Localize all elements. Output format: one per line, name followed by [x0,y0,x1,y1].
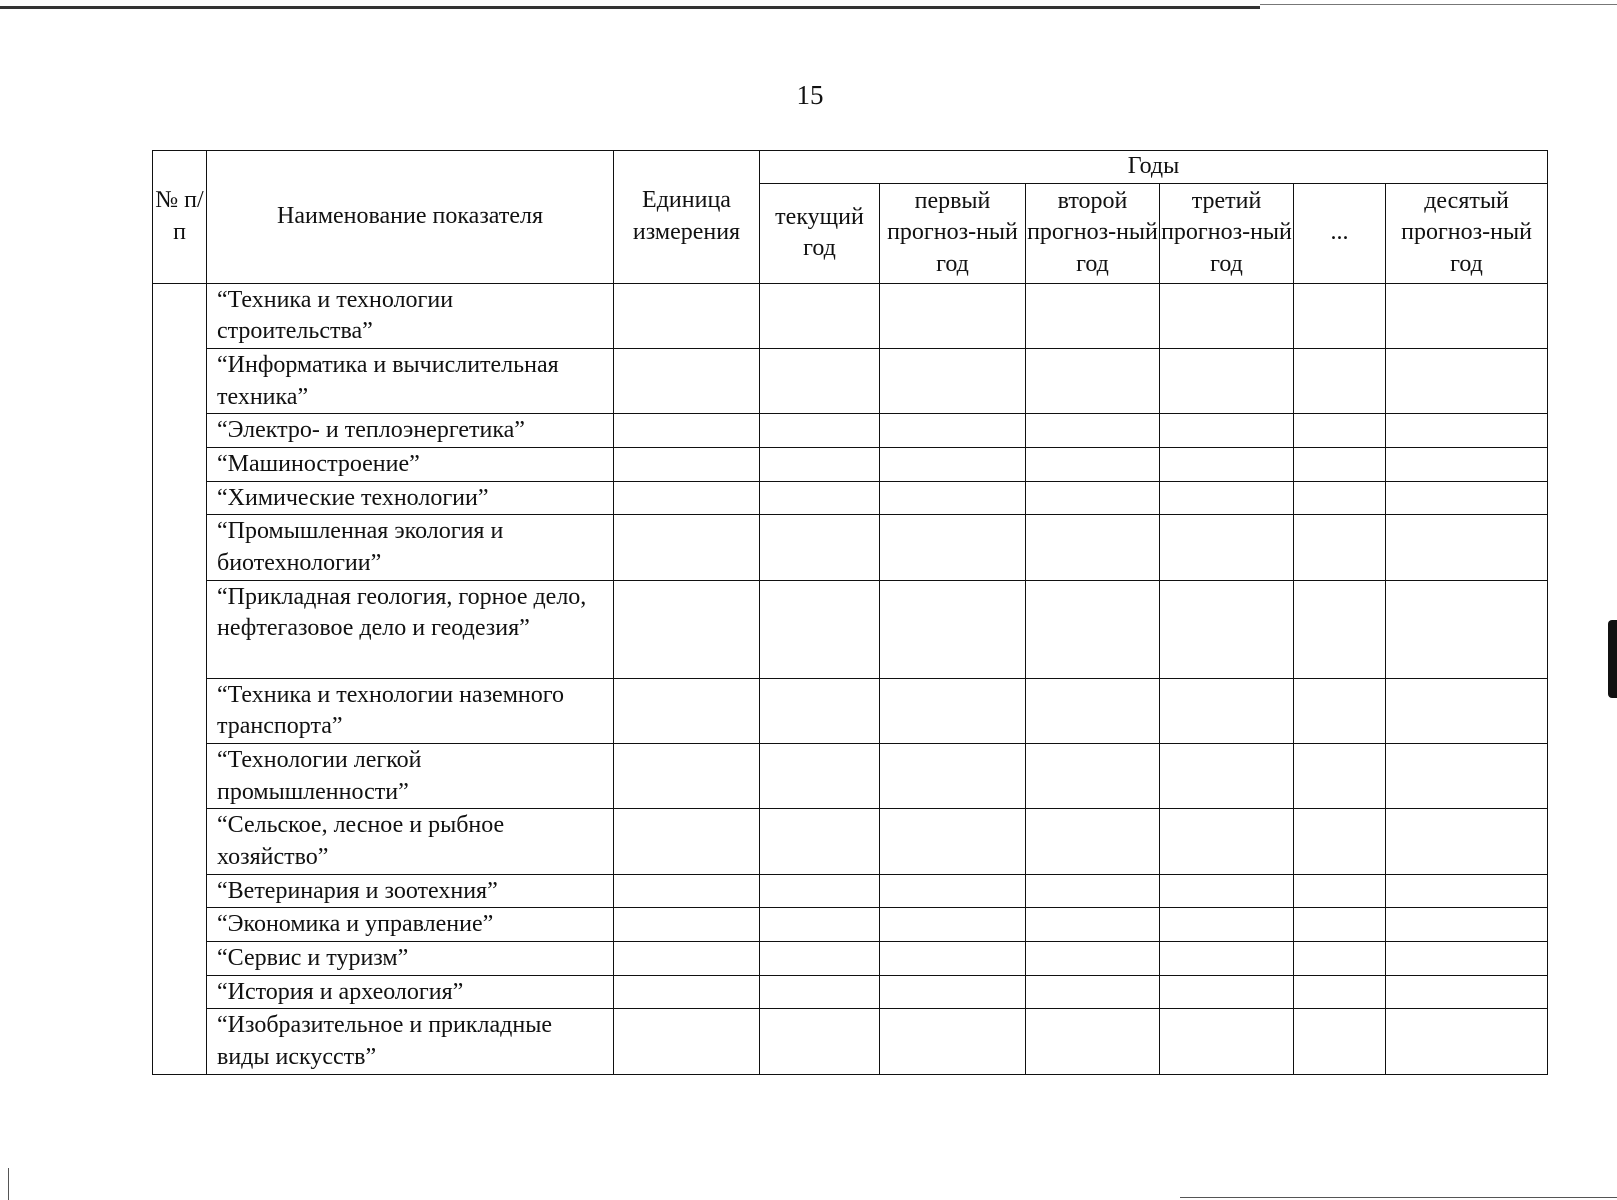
bottom-scan-rule [1180,1197,1617,1198]
table-row [153,414,1548,448]
value-cell [1386,580,1548,678]
value-cell [880,515,1026,580]
indicator-name: “Технологии легкой промышленности” [207,744,614,809]
header-year-ellipsis: ... [1294,183,1386,283]
header-num: № п/п [153,151,207,284]
indicator-name: “Техника и технологии наземного транспорта” [207,678,614,743]
value-cell [880,448,1026,482]
unit-cell [614,283,760,348]
value-cell [1294,448,1386,482]
table-row [153,678,1548,743]
value-cell [760,744,880,809]
value-cell [1294,908,1386,942]
table-row [153,744,1548,809]
unit-cell [614,515,760,580]
header-year-third: третий прогноз-ный год [1160,183,1294,283]
value-cell [880,1009,1026,1074]
value-cell [1160,481,1294,515]
value-cell [1386,414,1548,448]
unit-cell [614,744,760,809]
page-number: 15 [796,80,824,110]
num-cell [153,283,207,1074]
table-row [153,481,1548,515]
value-cell [1386,481,1548,515]
value-cell [760,1009,880,1074]
unit-cell [614,481,760,515]
value-cell [760,414,880,448]
value-cell [1294,809,1386,874]
value-cell [1294,349,1386,414]
value-cell [880,678,1026,743]
indicator-name: “Электро- и теплоэнергетика” [207,414,614,448]
header-unit: Единица измерения [614,151,760,284]
table-row [153,908,1548,942]
value-cell [1160,975,1294,1009]
unit-cell [614,809,760,874]
unit-cell [614,349,760,414]
indicator-name: “Химические технологии” [207,481,614,515]
header-year-second: второй прогноз-ный год [1026,183,1160,283]
indicator-name: “Изобразительное и прикладные виды искусств” [207,1009,614,1074]
value-cell [1160,1009,1294,1074]
value-cell [1294,283,1386,348]
value-cell [760,481,880,515]
value-cell [1026,580,1160,678]
unit-cell [614,678,760,743]
value-cell [880,942,1026,976]
indicator-name: “Машиностроение” [207,448,614,482]
top-scan-rule-thin [1260,4,1617,5]
value-cell [1294,1009,1386,1074]
value-cell [880,349,1026,414]
table-row [153,580,1548,678]
unit-cell [614,942,760,976]
value-cell [1026,414,1160,448]
value-cell [1160,448,1294,482]
indicator-name: “Сельское, лесное и рыбное хозяйство” [207,809,614,874]
value-cell [760,874,880,908]
value-cell [760,580,880,678]
header-year-tenth: десятый прогноз-ный год [1386,183,1548,283]
table-row [153,349,1548,414]
table-row [153,1009,1548,1074]
value-cell [880,414,1026,448]
indicator-name: “Информатика и вычислительная техника” [207,349,614,414]
indicator-name: “Прикладная геология, горное дело, нефтегазовое дело и геодезия” [207,580,614,678]
value-cell [880,744,1026,809]
value-cell [760,448,880,482]
value-cell [760,349,880,414]
value-cell [760,908,880,942]
value-cell [1160,744,1294,809]
value-cell [1026,678,1160,743]
header-name: Наименование показателя [207,151,614,284]
value-cell [1026,975,1160,1009]
value-cell [760,283,880,348]
value-cell [1160,515,1294,580]
table-row [153,809,1548,874]
indicator-name: “История и археология” [207,975,614,1009]
value-cell [1294,414,1386,448]
table-row [153,283,1548,348]
value-cell [1160,414,1294,448]
value-cell [1294,481,1386,515]
table-row [153,448,1548,482]
value-cell [1386,744,1548,809]
value-cell [880,908,1026,942]
value-cell [760,942,880,976]
value-cell [1386,1009,1548,1074]
value-cell [1026,481,1160,515]
value-cell [880,975,1026,1009]
table-row [153,874,1548,908]
indicator-name: “Техника и технологии строительства” [207,283,614,348]
value-cell [1160,283,1294,348]
value-cell [1386,874,1548,908]
unit-cell [614,908,760,942]
value-cell [1026,809,1160,874]
value-cell [760,975,880,1009]
value-cell [1160,809,1294,874]
value-cell [760,809,880,874]
indicator-name: “Экономика и управление” [207,908,614,942]
value-cell [1386,975,1548,1009]
value-cell [1160,580,1294,678]
value-cell [880,874,1026,908]
value-cell [1386,283,1548,348]
value-cell [880,580,1026,678]
table-row [153,515,1548,580]
indicator-name: “Сервис и туризм” [207,942,614,976]
indicator-name: “Промышленная экология и биотехнологии” [207,515,614,580]
value-cell [1386,678,1548,743]
value-cell [1386,515,1548,580]
table-row [153,942,1548,976]
unit-cell [614,874,760,908]
indicator-name: “Ветеринария и зоотехния” [207,874,614,908]
value-cell [1026,349,1160,414]
value-cell [1160,874,1294,908]
scan-edge-mark [1608,620,1617,698]
value-cell [1294,515,1386,580]
value-cell [880,481,1026,515]
value-cell [1294,744,1386,809]
header-year-first: первый прогноз-ный год [880,183,1026,283]
value-cell [1160,942,1294,976]
value-cell [760,678,880,743]
header-years: Годы [760,151,1548,184]
value-cell [1026,448,1160,482]
top-scan-rule [0,6,1260,9]
value-cell [1160,908,1294,942]
value-cell [1294,975,1386,1009]
unit-cell [614,580,760,678]
value-cell [1294,874,1386,908]
value-cell [1386,809,1548,874]
unit-cell [614,1009,760,1074]
unit-cell [614,414,760,448]
value-cell [1386,942,1548,976]
value-cell [1160,678,1294,743]
scan-edge-tick [8,1168,9,1200]
value-cell [1386,349,1548,414]
value-cell [1294,942,1386,976]
value-cell [760,515,880,580]
unit-cell [614,975,760,1009]
value-cell [1026,874,1160,908]
value-cell [1026,515,1160,580]
value-cell [1026,744,1160,809]
table-row [153,975,1548,1009]
value-cell [1026,1009,1160,1074]
header-year-current: текущий год [760,183,880,283]
value-cell [1294,678,1386,743]
indicators-table [152,150,1548,1075]
value-cell [880,283,1026,348]
value-cell [1294,580,1386,678]
value-cell [1386,448,1548,482]
value-cell [1026,908,1160,942]
value-cell [880,809,1026,874]
value-cell [1026,283,1160,348]
value-cell [1160,349,1294,414]
unit-cell [614,448,760,482]
value-cell [1386,908,1548,942]
value-cell [1026,942,1160,976]
